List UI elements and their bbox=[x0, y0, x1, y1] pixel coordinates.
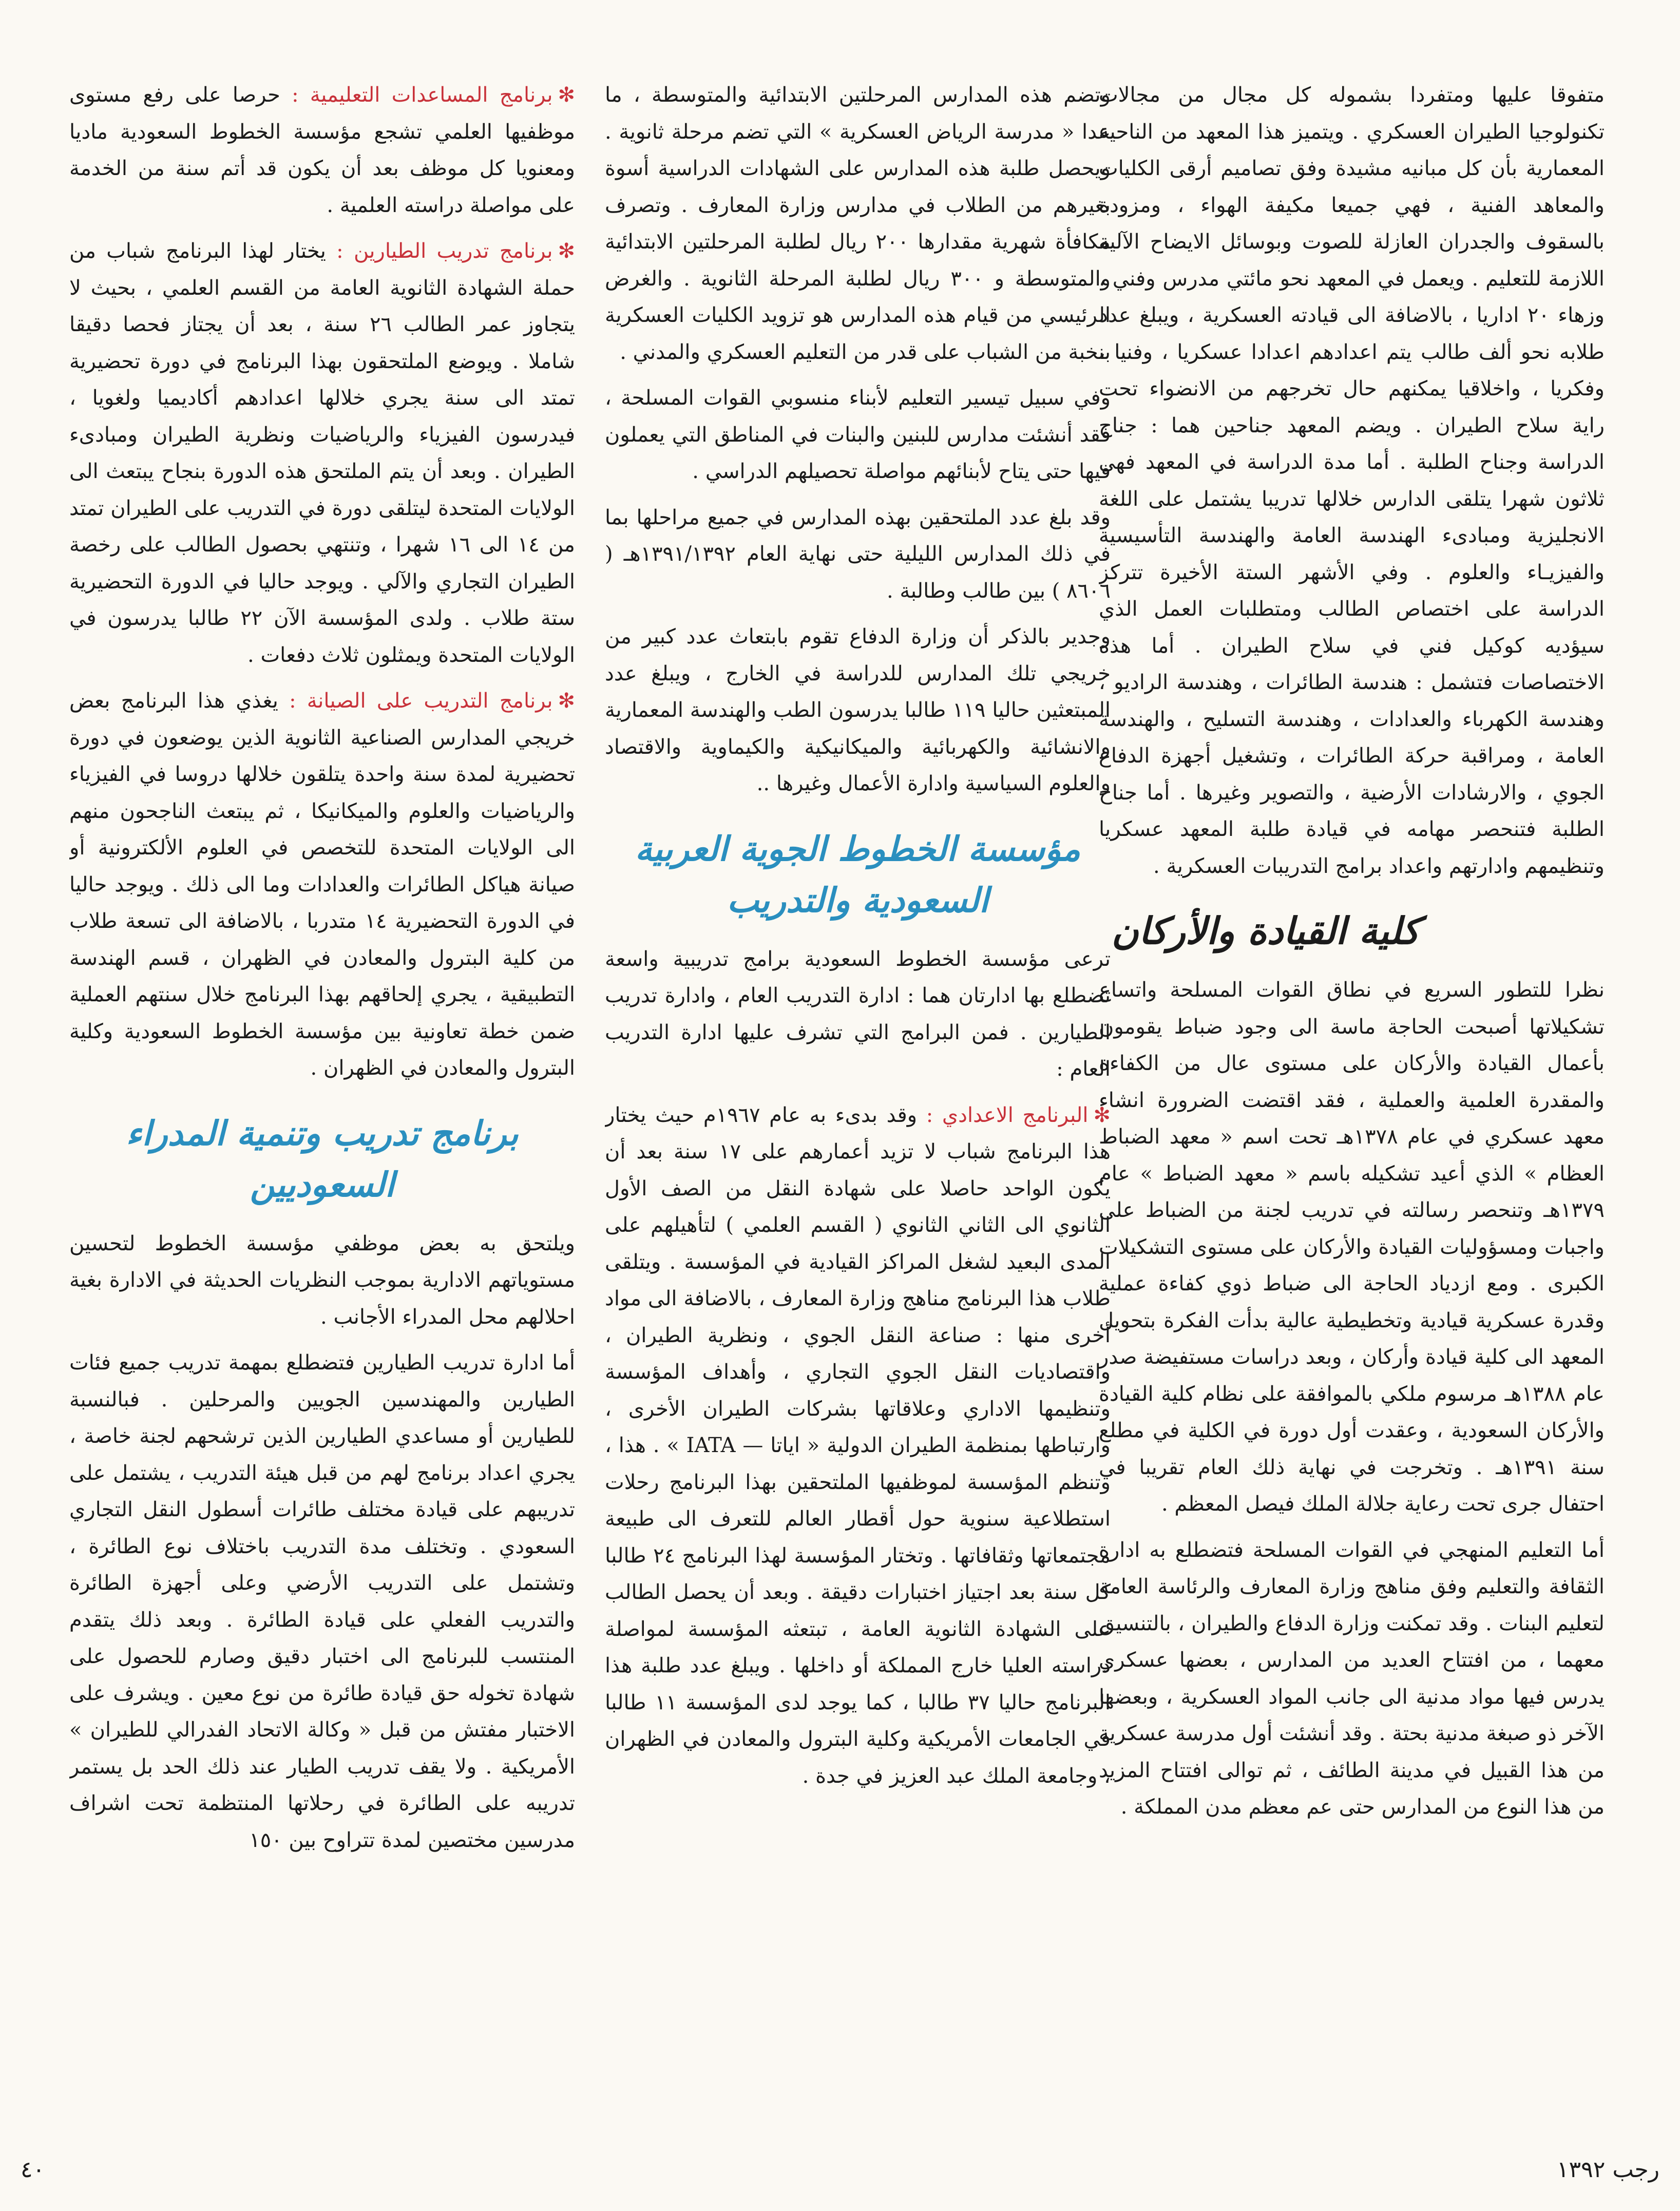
paragraph: نظرا للتطور السريع في نطاق القوات المسلحة واتساع تشكيلاتها أصبحت الحاجة ماسة الى وجود ضباط يقومون بأعمال القيادة والأركان على مستوى عال من الكفاءة والمقدرة العلمية والعملية ، فقد اقتضت الضرورة انشاء معهد عسكري في عام ١٣٧٨هـ تحت اسم « معهد الضباط العظام » الذي أعيد تشكيله باسم « معهد الضباط » عام ١٣٧٩هـ وتنحصر رسالته في تدريب لجنة من الضباط على واجبات ومسؤوليات القيادة والأركان على مستوى التشكيلات الكبرى . ومع ازدياد الحاجة الى ضباط ذوي كفاءة عملية وقدرة عسكرية قيادية وتخطيطية عالية بدأت الفكرة بتحويل المعهد الى كلية قيادة وأركان ، وبعد دراسات مستفيضة صدر عام ١٣٨٨هـ مرسوم ملكي بالموافقة على نظام كلية القيادة والأركان السعودية ، وعقدت أول دورة في الكلية في مطلع سنة ١٣٩١هـ . وتخرجت في نهاية ذلك العام تقريبا في احتفال جرى تحت رعاية جلالة الملك فيصل المعظم . bbox=[1099, 978, 1605, 1516]
paragraph: وتضم هذه المدارس المرحلتين الابتدائية والمتوسطة ، ما عدا « مدرسة الرياض العسكرية » التي تضم مرحلة ثانوية . ويحصل طلبة هذه المدارس على الشهادات الدراسية أسوة بغيرهم من الطلاب في مدارس وزارة المعارف . وتصرف مكافأة شهرية مقدارها ٢٠٠ ريال لطلبة المرحلتين الابتدائية والمتوسطة و ٣٠٠ ريال لطلبة المرحلة الثانوية . والغرض الرئيسي من قيام هذه المدارس هو تزويد الكليات العسكرية بنخبة من الشباب على قدر من التعليم العسكري والمدني . bbox=[605, 83, 1111, 364]
paragraph-body: يغذي هذا البرنامج بعض خريجي المدارس الصناعية الثانوية الذين يوضعون في دورة تحضيرية لمدة سنة واحدة يتلقون خلالها دروسا في الفيزياء والرياضيات والعلوم والميكانيكا ، ثم يبتعث الناجحون منهم الى الولايات المتحدة للتخصص في العلوم الألكترونية أو صيانة هياكل الطائرات والعدادات وما الى ذلك . ويوجد حاليا في الدورة التحضيرية ١٤ متدربا ، بالاضافة الى تسعة طلاب من كلية البترول والمعادن في الظهران ، قسم الهندسة التطبيقية ، يجري إلحاقهم بهذا البرنامج خلال سنتهم العملية ضمن خطة تعاونية بين مؤسسة الخطوط السعودية وكلية البترول والمعادن في الظهران . bbox=[69, 689, 575, 1080]
paragraph-lead: برنامج المساعدات التعليمية : bbox=[292, 83, 553, 107]
paragraph: ويلتحق به بعض موظفي مؤسسة الخطوط لتحسين مستوياتهم الادارية بموجب النظريات الحديثة في الادارة بغية احلالهم محل المدراء الأجانب . bbox=[69, 1231, 575, 1329]
column-right bbox=[1099, 77, 1605, 2110]
section-heading-saudi-airlines: مؤسسة الخطوط الجوية العربية السعودية والتدريب bbox=[635, 828, 1081, 920]
paragraph bbox=[69, 233, 575, 674]
paragraph-lead: برنامج تدريب الطيارين : bbox=[336, 239, 553, 263]
paragraph: وقد بلغ عدد الملتحقين بهذه المدارس في جميع مراحلها بما في ذلك المدارس الليلية حتى نهاية العام ١٣٩١/١٣٩٢هـ ( ٨٦٠٦ ) بين طالب وطالبة . bbox=[605, 505, 1111, 603]
bullet-star-icon: ✻ bbox=[1093, 1103, 1111, 1127]
paragraph-body: حرصا على رفع مستوى موظفيها العلمي تشجع مؤسسة الخطوط السعودية ماديا ومعنويا كل موظف بعد أن يكون قد أتم سنة من الخدمة على مواصلة دراسته العلمية . bbox=[69, 83, 575, 217]
paragraph: وفي سبيل تيسير التعليم لأبناء منسوبي القوات المسلحة ، فقد أنشئت مدارس للبنين والبنات في المناطق التي يعملون فيها حتى يتاح لأبنائهم مواصلة تحصيلهم الدراسي . bbox=[605, 386, 1111, 483]
paragraph: وجدير بالذكر أن وزارة الدفاع تقوم بابتعاث عدد كبير من خريجي تلك المدارس للدراسة في الخارج ، ويبلغ عدد المبتعثين حاليا ١١٩ طالبا يدرسون الطب والهندسة المعمارية والانشائية والكهربائية والميكانيكية والكيماوية والاقتصاد والعلوم السياسية وادارة الأعمال وغيرها .. bbox=[605, 625, 1111, 795]
paragraph bbox=[69, 683, 575, 1087]
bullet-star-icon: ✻ bbox=[558, 689, 575, 713]
paragraph: أما التعليم المنهجي في القوات المسلحة فتضطلع به ادارة الثقافة والتعليم وفق مناهج وزارة المعارف والرئاسة العامة لتعليم البنات . وقد تمكنت وزارة الدفاع والطيران ، بالتنسيق معهما ، من افتتاح العديد من المدارس ، بعضها عسكري يدرس فيها مواد مدنية الى جانب المواد العسكرية ، وبعضها الآخر ذو صبغة مدنية بحتة . وقد أنشئت أول مدرسة عسكرية من هذا القبيل في مدينة الطائف ، ثم توالى افتتاح المزيد من هذا النوع من المدارس حتى عم معظم مدن المملكة . bbox=[1099, 1538, 1605, 1819]
paragraph-lead: برنامج التدريب على الصيانة : bbox=[289, 689, 553, 713]
paragraph-body: وقد بدىء به عام ١٩٦٧م حيث يختار هذا البرنامج شباب لا تزيد أعمارهم على ١٧ سنة بعد أن يكون الواحد حاصلا على شهادة النقل من الصف الأول الثانوي الى الثاني الثانوي ( القسم العلمي ) لتأهيلهم على المدى البعيد لشغل المراكز القيادية في المؤسسة . ويتلقى طلاب هذا البرنامج مناهج وزارة المعارف ، بالاضافة الى مواد أخرى منها : صناعة النقل الجوي ، ونظرية الطيران ، واقتصاديات النقل الجوي التجاري ، وأهداف المؤسسة وتنظيمها الاداري وعلاقاتها بشركات الطيران الأخرى ، وارتباطها بمنظمة الطيران الدولية « اياتا — IATA » . هذا ، وتنظم المؤسسة لموظفيها الملتحقين بهذا البرنامج رحلات استطلاعية سنوية حول أقطار العالم للتعرف الى طبيعة مجتمعاتها وثقافاتها . وتختار المؤسسة لهذا البرنامج ٢٤ طالبا كل سنة بعد اجتياز اختبارات دقيقة . وبعد أن يحصل الطالب على الشهادة الثانوية العامة ، تبتعثه المؤسسة لمواصلة دراسته العليا خارج المملكة أو داخلها . ويبلغ عدد طلبة هذا البرنامج حاليا ٣٧ طالبا ، كما يوجد لدى المؤسسة ١١ طالبا في الجامعات الأمريكية وكلية البترول والمعادن في الظهران ، وجامعة الملك عبد العزيز في جدة . bbox=[605, 1103, 1111, 1788]
paragraph: ترعى مؤسسة الخطوط السعودية برامج تدريبية واسعة تضطلع بها ادارتان هما : ادارة التدريب العام ، وادارة تدريب الطيارين . فمن البرامج التي تشرف عليها ادارة التدريب العام : bbox=[605, 947, 1111, 1081]
section-heading-managers-program: برنامج تدريب وتنمية المدراء السعوديين bbox=[126, 1113, 519, 1205]
paragraph-lead: البرنامج الاعدادي : bbox=[926, 1103, 1089, 1127]
paragraph-body: يختار لهذا البرنامج شباب من حملة الشهادة الثانوية العامة من القسم العلمي ، بحيث لا يتجاوز عمر الطالب ٢٦ سنة ، بعد أن يجتاز فحصا دقيقا شاملا . ويوضع الملتحقون بهذا البرنامج في دورة تحضيرية تمتد الى سنة يجري خلالها اعدادهم أكاديميا ولغويا ، فيدرسون الفيزياء والرياضيات ونظرية الطيران ومبادىء الطيران . وبعد أن يتم الملتحق هذه الدورة بنجاح يبتعث الى الولايات المتحدة ليتلقى دورة في التدريب على الطيران تمتد من ١٤ الى ١٦ شهرا ، وتنتهي بحصول الطالب على رخصة الطيران التجاري والآلي . ويوجد حاليا في الدورة التحضيرية ستة طلاب . ولدى المؤسسة الآن ٢٢ طالبا يدرسون في الولايات المتحدة ويمثلون ثلاث دفعات . bbox=[69, 239, 575, 667]
bullet-star-icon: ✻ bbox=[558, 239, 575, 263]
paragraph bbox=[605, 1097, 1111, 1795]
paragraph: أما ادارة تدريب الطيارين فتضطلع بمهمة تدريب جميع فئات الطيارين والمهندسين الجويين والمرحلين . فبالنسبة للطيارين أو مساعدي الطيارين الذين ترشحهم لجنة خاصة ، يجري اعداد برنامج لهم من قبل هيئة التدريب ، يشتمل على تدريبهم على قيادة مختلف طائرات أسطول النقل التجاري السعودي . وتختلف مدة التدريب باختلاف نوع الطائرة ، وتشتمل على التدريب الأرضي وعلى أجهزة الطائرة والتدريب الفعلي على قيادة الطائرة . وبعد ذلك يتقدم المنتسب للبرنامج الى اختبار دقيق وصارم للحصول على شهادة تخوله حق قيادة طائرة من نوع معين . ويشرف على الاختبار مفتش من قبل « وكالة الاتحاد الفدرالي للطيران » الأمريكية . ولا يقف تدريب الطيار عند ذلك الحد بل يستمر تدريبه على الطائرة في رحلاتها المنتظمة تحت اشراف مدرسين مختصين لمدة تتراوح بين ١٥٠ bbox=[69, 1351, 575, 1852]
issue-date: رجب ١٣٩٢ bbox=[1556, 2157, 1659, 2183]
column-left bbox=[69, 77, 575, 2110]
section-heading-staff-college: كلية القيادة والأركان bbox=[1111, 909, 1420, 952]
bullet-star-icon: ✻ bbox=[558, 83, 575, 107]
paragraph: متفوقا عليها ومتفردا بشموله كل مجال من مجالات تكنولوجيا الطيران العسكري . ويتميز هذا المعهد من الناحية المعمارية بأن كل مبانيه مشيدة وفق تصاميم أرقى الكليات والمعاهد الفنية ، فهي جميعا مكيفة الهواء ، ومزودة بالسقوف والجدران العازلة للصوت وبوسائل الايضاح الآلية اللازمة للتعليم . ويعمل في المعهد نحو مائتي مدرس وفني ، وزهاء ٢٠ اداريا ، بالاضافة الى قيادته العسكرية ، ويبلغ عدد طلابه نحو ألف طالب يتم اعدادهم اعدادا عسكريا ، وفنيا ، وفكريا ، واخلاقيا يمكنهم حال تخرجهم من الانضواء تحت راية سلاح الطيران . ويضم المعهد جناحين هما : جناح الدراسة وجناح الطلبة . أما مدة الدراسة في المعهد فهي ثلاثون شهرا يتلقى الدارس خلالها تدريبا يشتمل على اللغة الانجليزية ومبادىء الهندسة العامة والهندسة التأسيسية والفيزيـاء والعلوم . وفي الأشهر الستة الأخيرة تتركز الدراسة على اختصاص الطالب ومتطلبات العمل الذي سيؤديه كوكيل فني في سلاح الطيران . أما هذه الاختصاصات فتشمل : هندسة الطائرات ، وهندسة الراديو ، وهندسة الكهرباء والعدادات ، وهندسة التسليح ، والهندسة العامة ، ومراقبة حركة الطائرات ، وتشغيل أجهزة الدفاع الجوي ، والارشادات الأرضية ، والتصوير وغيرها . أما جناح الطلبة فتنحصر مهامه في قيادة طلبة المعهد عسكريا وتنظيمهم وادارتهم واعداد برامج التدريبات العسكرية . bbox=[1099, 83, 1605, 878]
page-number: ٤٠ bbox=[21, 2157, 45, 2183]
paragraph bbox=[69, 77, 575, 224]
column-middle bbox=[605, 77, 1111, 2110]
